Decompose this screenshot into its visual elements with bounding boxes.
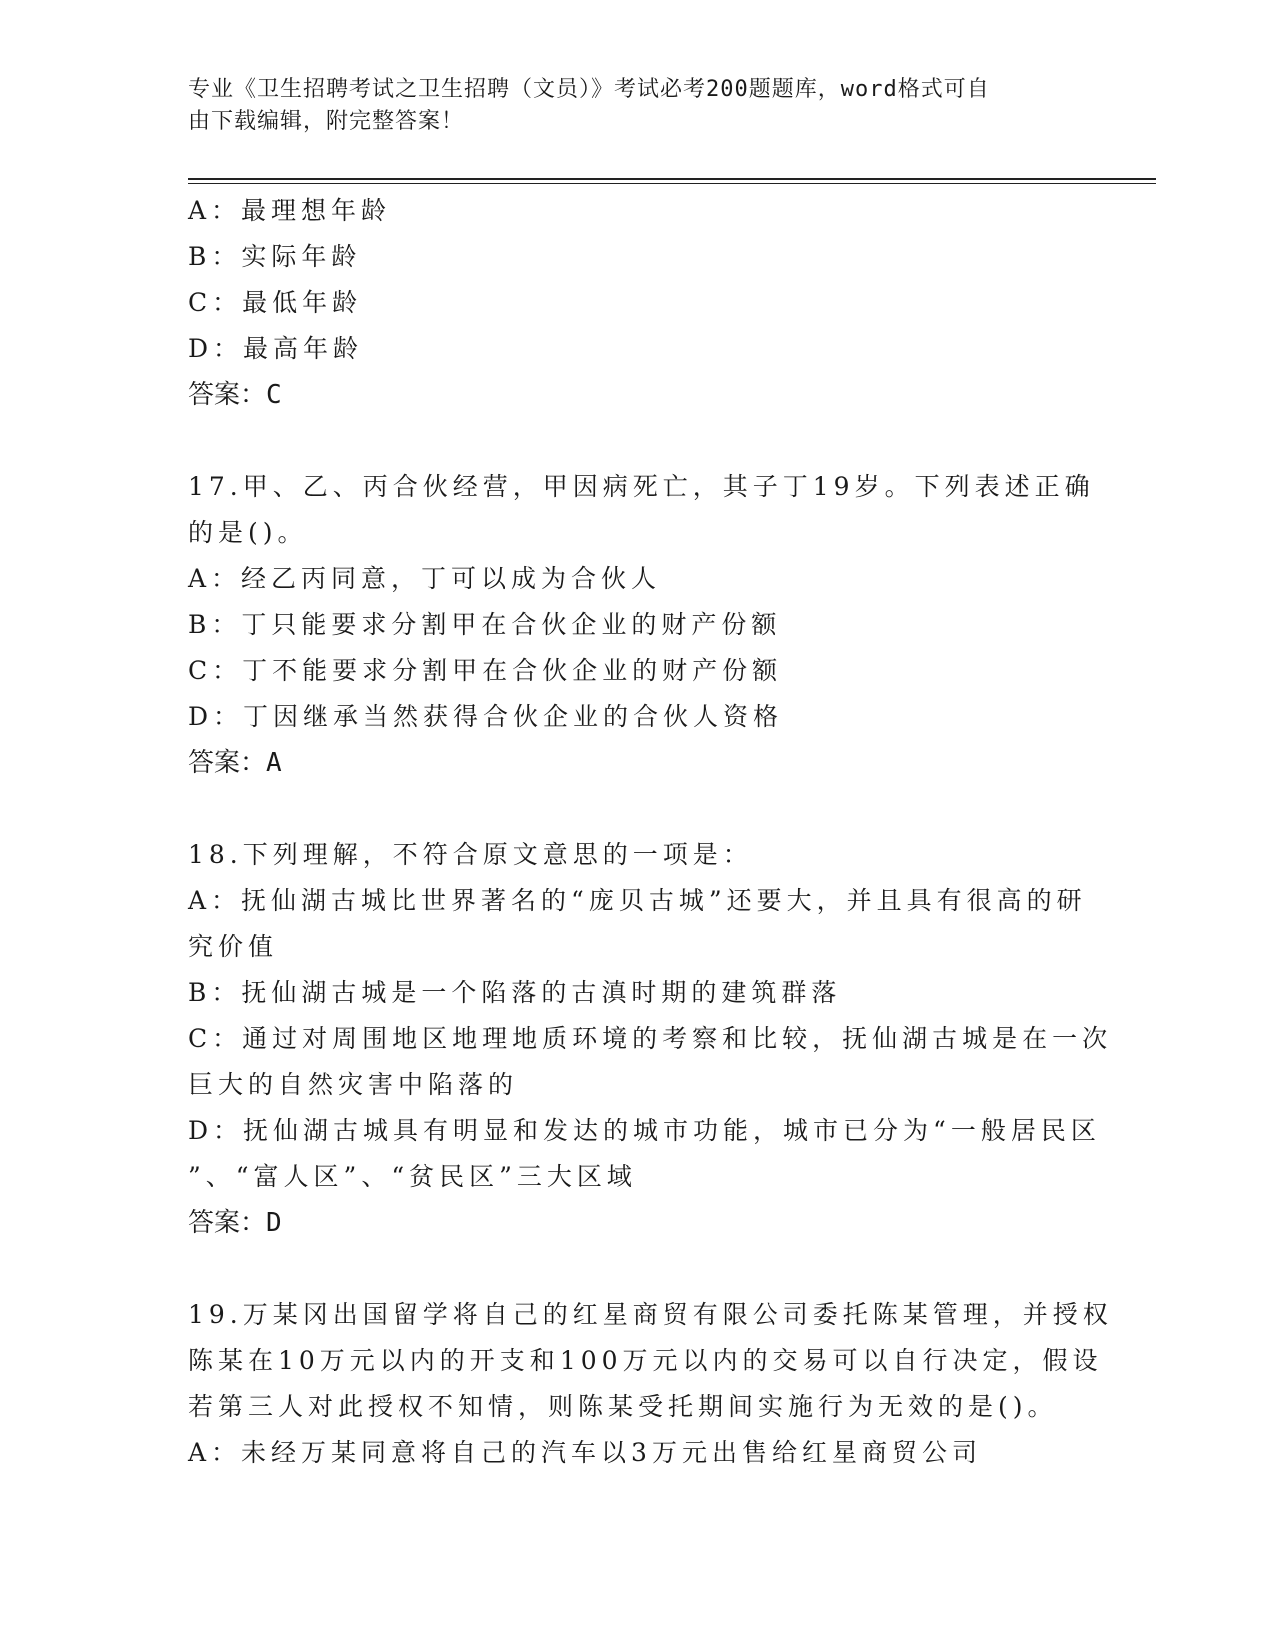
q18-option-c-line-1: C：通过对周围地区地理地质环境的考察和比较，抚仙湖古城是在一次 (188, 1024, 1113, 1053)
spacer (188, 786, 1088, 832)
header-divider-thin (188, 183, 1156, 184)
q17-option-a: A：经乙丙同意，丁可以成为合伙人 (188, 564, 662, 593)
q19-option-a: A：未经万某同意将自己的汽车以3万元出售给红星商贸公司 (188, 1438, 982, 1467)
q18-stem-line-1: 18.下列理解，不符合原文意思的一项是： (188, 840, 753, 869)
q19-stem-line-2: 陈某在10万元以内的开支和100万元以内的交易可以自行决定，假设 (188, 1346, 1103, 1375)
header-line-1: 专业《卫生招聘考试之卫生招聘（文员）》考试必考200题题库，word格式可自 (188, 77, 990, 102)
q17-stem-line-1: 17.甲、乙、丙合伙经营，甲因病死亡，其子丁19岁。下列表述正确 (188, 472, 1095, 501)
q17-stem-line-2: 的是()。 (188, 518, 308, 547)
q18-option-d-line-2: ”、“富人区”、“贫民区”三大区域 (188, 1162, 637, 1191)
q18-option-c-line-2: 巨大的自然灾害中陷落的 (188, 1070, 519, 1099)
q18-option-b: B：抚仙湖古城是一个陷落的古滇时期的建筑群落 (188, 978, 842, 1007)
q16-option-a: A：最理想年龄 (188, 196, 392, 225)
q18-option-a-line-1: A：抚仙湖古城比世界著名的“庞贝古城”还要大，并且具有很高的研 (188, 886, 1087, 915)
spacer (188, 1246, 1088, 1292)
spacer (188, 418, 1088, 464)
q19-stem-line-1: 19.万某冈出国留学将自己的红星商贸有限公司委托陈某管理，并授权 (188, 1300, 1113, 1329)
q19-stem-line-3: 若第三人对此授权不知情，则陈某受托期间实施行为无效的是()。 (188, 1392, 1058, 1421)
q17-option-d: D：丁因继承当然获得合伙企业的合伙人资格 (188, 702, 784, 731)
header-divider-thick (188, 178, 1156, 180)
q18-option-a-line-2: 究价值 (188, 932, 279, 961)
header-line-2: 由下载编辑，附完整答案！ (188, 109, 465, 134)
q16-option-b: B：实际年龄 (188, 242, 362, 271)
question-19 (188, 1292, 1113, 1476)
question-17 (188, 464, 1095, 786)
q17-answer: 答案：A (188, 748, 282, 778)
q16-answer: 答案：C (188, 380, 282, 410)
q16-option-d: D：最高年龄 (188, 334, 364, 363)
q17-option-b: B：丁只能要求分割甲在合伙企业的财产份额 (188, 610, 782, 639)
q18-answer: 答案：D (188, 1208, 282, 1238)
question-content (188, 188, 1113, 1476)
q18-option-d-line-1: D：抚仙湖古城具有明显和发达的城市功能，城市已分为“一般居民区 (188, 1116, 1101, 1145)
q17-option-c: C：丁不能要求分割甲在合伙企业的财产份额 (188, 656, 783, 685)
document-header (188, 74, 1088, 138)
question-18 (188, 832, 1113, 1246)
q16-option-c: C：最低年龄 (188, 288, 363, 317)
question-16-options (188, 188, 1088, 418)
